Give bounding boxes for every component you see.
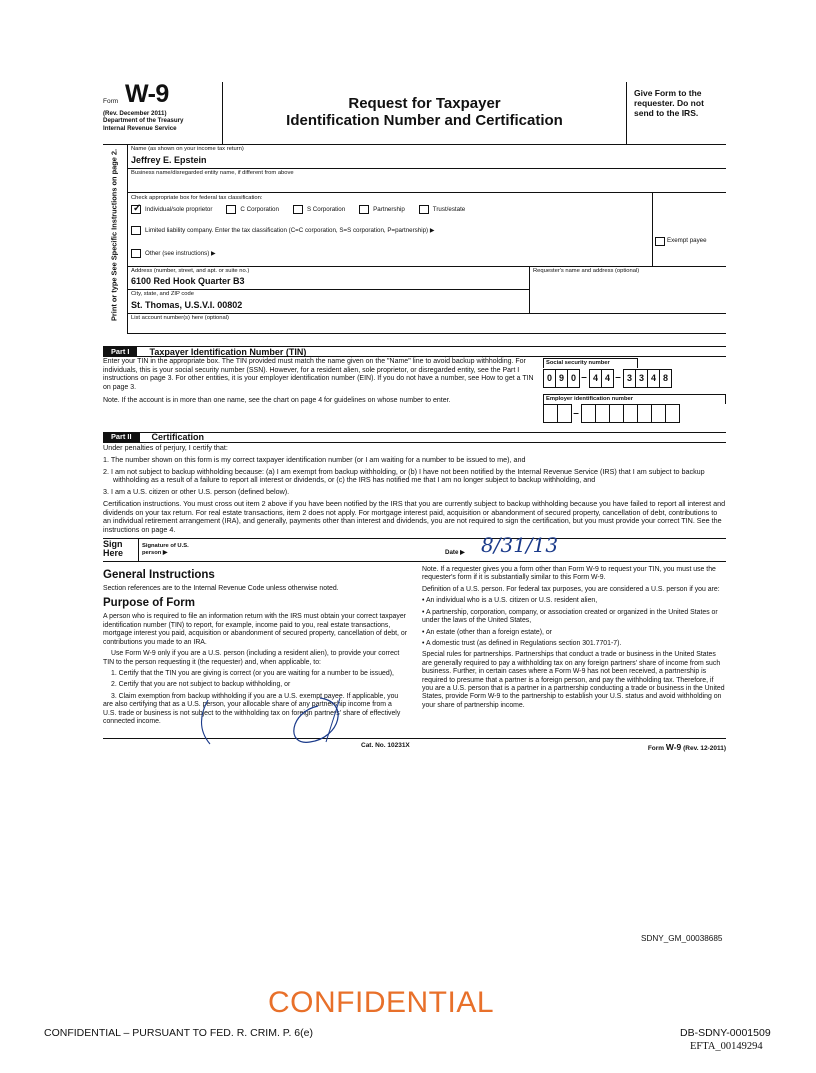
cert-item1: 1. The number shown on this form is my correct taxpayer identification number (or I am waiting for a number to be issued to me), and	[103, 454, 526, 464]
instructions-right	[422, 566, 726, 730]
form-id-block	[103, 82, 223, 144]
option-c-corp[interactable]	[226, 205, 279, 214]
ssn-field[interactable]	[543, 368, 726, 388]
form-header	[103, 82, 726, 145]
cert-intro: Under penalties of perjury, I certify that:	[103, 442, 228, 452]
footer-form-prefix: Form	[647, 744, 665, 752]
ein-digit	[637, 404, 652, 423]
ssn-digit: 0	[567, 369, 580, 388]
footer-form-number: W-9	[665, 741, 682, 752]
purpose-heading: Purpose of Form	[103, 597, 196, 610]
address-block	[128, 267, 726, 315]
llc-checkbox[interactable]	[131, 226, 141, 235]
right-note: Note. If a requester gives you a form other than Form W-9 to request your TIN, you must use the requester's form if it is substantially similar to this Form W-9.	[422, 566, 716, 582]
general-heading: General Instructions	[103, 569, 215, 581]
tin-instructions	[103, 358, 543, 424]
account-row[interactable]	[128, 314, 726, 334]
exempt-payee-cell	[652, 193, 726, 266]
business-row	[128, 169, 726, 193]
footer-form-id	[648, 742, 726, 753]
signature-row	[103, 533, 726, 562]
partnership-checkbox[interactable]	[359, 205, 369, 214]
city-row	[128, 290, 529, 313]
date-value[interactable]: 8/31/13	[481, 533, 559, 557]
form-number: W-9	[125, 80, 169, 108]
part2-tag: Part II	[103, 432, 140, 442]
ein-dash: –	[573, 408, 579, 420]
llc-option[interactable]	[131, 226, 649, 235]
city-field[interactable]: St. Thomas, U.S.V.I. 00802	[131, 300, 243, 311]
form-title-line1: Request for Taxpayer	[348, 95, 501, 112]
individual-checkbox[interactable]	[131, 205, 141, 214]
purpose-p5: 3. Claim exemption from backup withholding if you are a U.S. exempt payee. If applicable, you are also certifying that as a U.S. person, your allocable share of any partnership income from a U.S. trade or business is not subject to the withholding tax on foreign partners' share of effectively connected income.	[103, 692, 401, 726]
name-row	[128, 145, 726, 169]
classification-label: Check appropriate box for federal tax classification:	[131, 194, 263, 201]
ssn-digit: 0	[543, 369, 556, 388]
signature-field[interactable]	[199, 533, 726, 561]
classification-main	[128, 193, 652, 266]
llc-label: Limited liability company. Enter the tax classification (C=C corporation, S=S corporation, P=partnership) ▶	[145, 227, 435, 235]
confidential-note: CONFIDENTIAL – PURSUANT TO FED. R. CRIM. P. 6(e)	[44, 1027, 313, 1039]
identity-block	[103, 145, 726, 334]
ein-digit	[609, 404, 624, 423]
purpose-p3: 1. Certify that the TIN you are giving is correct (or you are waiting for a number to be issued),	[111, 669, 394, 677]
ein-digit	[665, 404, 680, 423]
s-corp-label: S Corporation	[306, 206, 346, 214]
signature-stroke	[202, 700, 211, 744]
address-fields	[128, 267, 529, 314]
classification-options	[131, 205, 649, 214]
tin-section	[103, 358, 726, 424]
bates-stamp: SDNY_GM_00038685	[641, 934, 723, 943]
other-checkbox[interactable]	[131, 249, 141, 258]
classification-row	[128, 193, 726, 267]
name-label: Name (as shown on your income tax return)	[131, 146, 244, 152]
part1-tag: Part I	[103, 347, 137, 357]
cert-item2: 2. I am not subject to backup withholding because: (a) I am exempt from backup withholding, or (b) I have not been notified by the Internal Revenue Service (IRS) that I am subject to backup withholding as a result of a failure to report all interest or dividends, or (c) the IRS has notified me that I am no longer subject to backup withholding, and	[103, 466, 705, 485]
requester-label: Requester's name and address (optional)	[533, 267, 640, 274]
department: Department of the Treasury	[103, 117, 184, 125]
trust-checkbox[interactable]	[419, 205, 429, 214]
section-refs: Section references are to the Internal Revenue Code unless otherwise noted.	[103, 585, 339, 593]
part2-header	[103, 432, 726, 443]
c-corp-checkbox[interactable]	[226, 205, 236, 214]
account-label: List account number(s) here (optional)	[131, 315, 229, 322]
ein-digit	[543, 404, 558, 423]
ein-block	[543, 394, 726, 424]
certification-text	[103, 444, 726, 535]
business-field[interactable]	[131, 177, 723, 191]
signature-stroke	[294, 698, 338, 742]
other-option[interactable]	[131, 249, 649, 258]
partnership-rules: Special rules for partnerships. Partnerships that conduct a trade or business in the United States are generally required to pay a withholding tax on any foreign partners' share of income from such business. Further, in certain cases where a Form W-9 has not been received, a partnership is required to presume that a partner is a foreign person, and pay the withholding tax. Therefore, if you are a U.S. person that is a partner in a partnership conducting a trade or business in the United States, provide Form W-9 to the partnership to establish your U.S. status and avoid withholding on your share of partnership income.	[422, 651, 725, 709]
s-corp-checkbox[interactable]	[293, 205, 303, 214]
ein-digit	[623, 404, 638, 423]
us-person-item: • A domestic trust (as defined in Regulations section 301.7701-7).	[422, 639, 622, 647]
form-title	[223, 82, 626, 144]
ein-digit	[595, 404, 610, 423]
city-label: City, state, and ZIP code	[131, 291, 194, 298]
ssn-digit: 4	[647, 369, 660, 388]
ein-digit	[651, 404, 666, 423]
db-number: DB-SDNY-0001509	[680, 1027, 771, 1039]
address-row	[128, 267, 529, 291]
option-trust[interactable]	[419, 205, 465, 214]
part1-header	[103, 346, 726, 357]
ssn-digit: 3	[635, 369, 648, 388]
exempt-payee-label: Exempt payee	[667, 236, 707, 244]
give-form-note: Give Form to the requester. Do not send to the IRS.	[626, 82, 726, 144]
identity-fields	[127, 145, 726, 334]
address-field[interactable]: 6100 Red Hook Quarter B3	[131, 276, 245, 287]
partnership-label: Partnership	[373, 206, 405, 214]
us-person-item: • An estate (other than a foreign estate), or	[422, 628, 552, 636]
purpose-p2: Use Form W-9 only if you are a U.S. person (including a resident alien), to provide your correct TIN to the person requesting it (the requester) and, when applicable, to:	[103, 650, 400, 666]
signature-label: Signature of U.S. person ▶	[142, 543, 189, 556]
individual-label: Individual/sole proprietor	[145, 206, 213, 214]
exempt-payee-checkbox[interactable]	[655, 237, 665, 246]
date-label: Date ▶	[445, 549, 465, 556]
revision-block	[103, 110, 183, 132]
option-s-corp[interactable]	[293, 205, 345, 214]
option-individual[interactable]	[131, 205, 212, 214]
tin-boxes	[543, 358, 726, 424]
sidebar-label: Print or type See Specific Instructions on page 2.	[109, 148, 119, 322]
w9-form	[103, 82, 726, 752]
part2-title: Certification	[151, 432, 205, 443]
ein-label: Employer identification number	[543, 394, 726, 404]
confidential-stamp: CONFIDENTIAL	[268, 986, 495, 1019]
name-field[interactable]: Jeffrey E. Epstein	[131, 154, 207, 165]
revision-date: (Rev. December 2011)	[103, 110, 167, 117]
trust-label: Trust/estate	[432, 206, 466, 214]
cert-instructions: Certification instructions. You must cross out item 2 above if you have been notified by the IRS that you are currently subject to backup withholding because you have failed to report all interest and dividends on your tax return. For real estate transactions, item 2 does not apply. For mortgage interest paid, acquisition or abandonment of secured property, cancellation of debt, contributions to an individual retirement arrangement (IRA), and generally, payments other than interest and dividends, you are not required to sign the certification, but you must provide your correct TIN. See the instructions on page 4.	[103, 498, 726, 535]
ssn-digit: 4	[589, 369, 602, 388]
option-partnership[interactable]	[359, 205, 405, 214]
footer-form-rev: (Rev. 12-2011)	[683, 744, 726, 752]
tin-text: Enter your TIN in the appropriate box. The TIN provided must match the name given on the "Name" line to avoid backup withholding. For individuals, this is your social security number (SSN). However, for a resident alien, sole proprietor, or disregarded entity, see the Part I instructions on page 3. For other entities, it is your employer identification number (EIN). If you do not have a number, see How to get a TIN on page 3.	[103, 358, 534, 391]
ein-digit	[581, 404, 596, 423]
handwritten-signature	[190, 692, 400, 748]
ssn-digit: 9	[555, 369, 568, 388]
ssn-dash: –	[581, 372, 587, 384]
purpose-p1: A person who is required to file an information return with the IRS must obtain your correct taxpayer identification number (TIN) to report, for example, income paid to you, real estate transactions, mortgage interest you paid, acquisition or abandonment of secured property, cancellation of debt, or contributions you made to an IRA.	[103, 613, 408, 646]
cat-number: Cat. No. 10231X	[361, 741, 410, 749]
requester-field[interactable]	[529, 267, 726, 314]
ssn-digit: 8	[659, 369, 672, 388]
purpose-p4: 2. Certify that you are not subject to backup withholding, or	[111, 681, 291, 689]
us-person-item: • A partnership, corporation, company, or association created or organized in the United States or under the laws of the United States,	[422, 608, 718, 625]
efta-number: EFTA_00149294	[690, 1041, 763, 1052]
sign-here: Sign Here	[103, 539, 139, 561]
ssn-dash: –	[615, 372, 621, 384]
part1-title: Taxpayer Identification Number (TIN)	[149, 346, 307, 357]
cert-item3: 3. I am a U.S. citizen or other U.S. person (defined below).	[103, 487, 290, 497]
sidebar	[103, 145, 127, 334]
us-person-item: • An individual who is a U.S. citizen or U.S. resident alien,	[422, 597, 598, 605]
c-corp-label: C Corporation	[240, 206, 279, 214]
ein-field[interactable]	[543, 404, 726, 424]
form-title-line2: Identification Number and Certification	[286, 112, 563, 130]
business-label: Business name/disregarded entity name, if different from above	[131, 169, 294, 176]
ssn-label: Social security number	[543, 358, 638, 368]
form-word: Form	[103, 98, 119, 105]
ssn-digit: 4	[601, 369, 614, 388]
service: Internal Revenue Service	[103, 124, 177, 132]
tin-note: Note. If the account is in more than one name, see the chart on page 4 for guidelines on whose number to enter.	[103, 397, 451, 405]
ssn-digit: 3	[623, 369, 636, 388]
address-label: Address (number, street, and apt. or suite no.)	[131, 267, 250, 274]
us-person-definition: Definition of a U.S. person. For federal tax purposes, you are considered a U.S. person if you are:	[422, 585, 720, 593]
ein-digit	[557, 404, 572, 423]
other-label: Other (see instructions) ▶	[145, 250, 216, 258]
